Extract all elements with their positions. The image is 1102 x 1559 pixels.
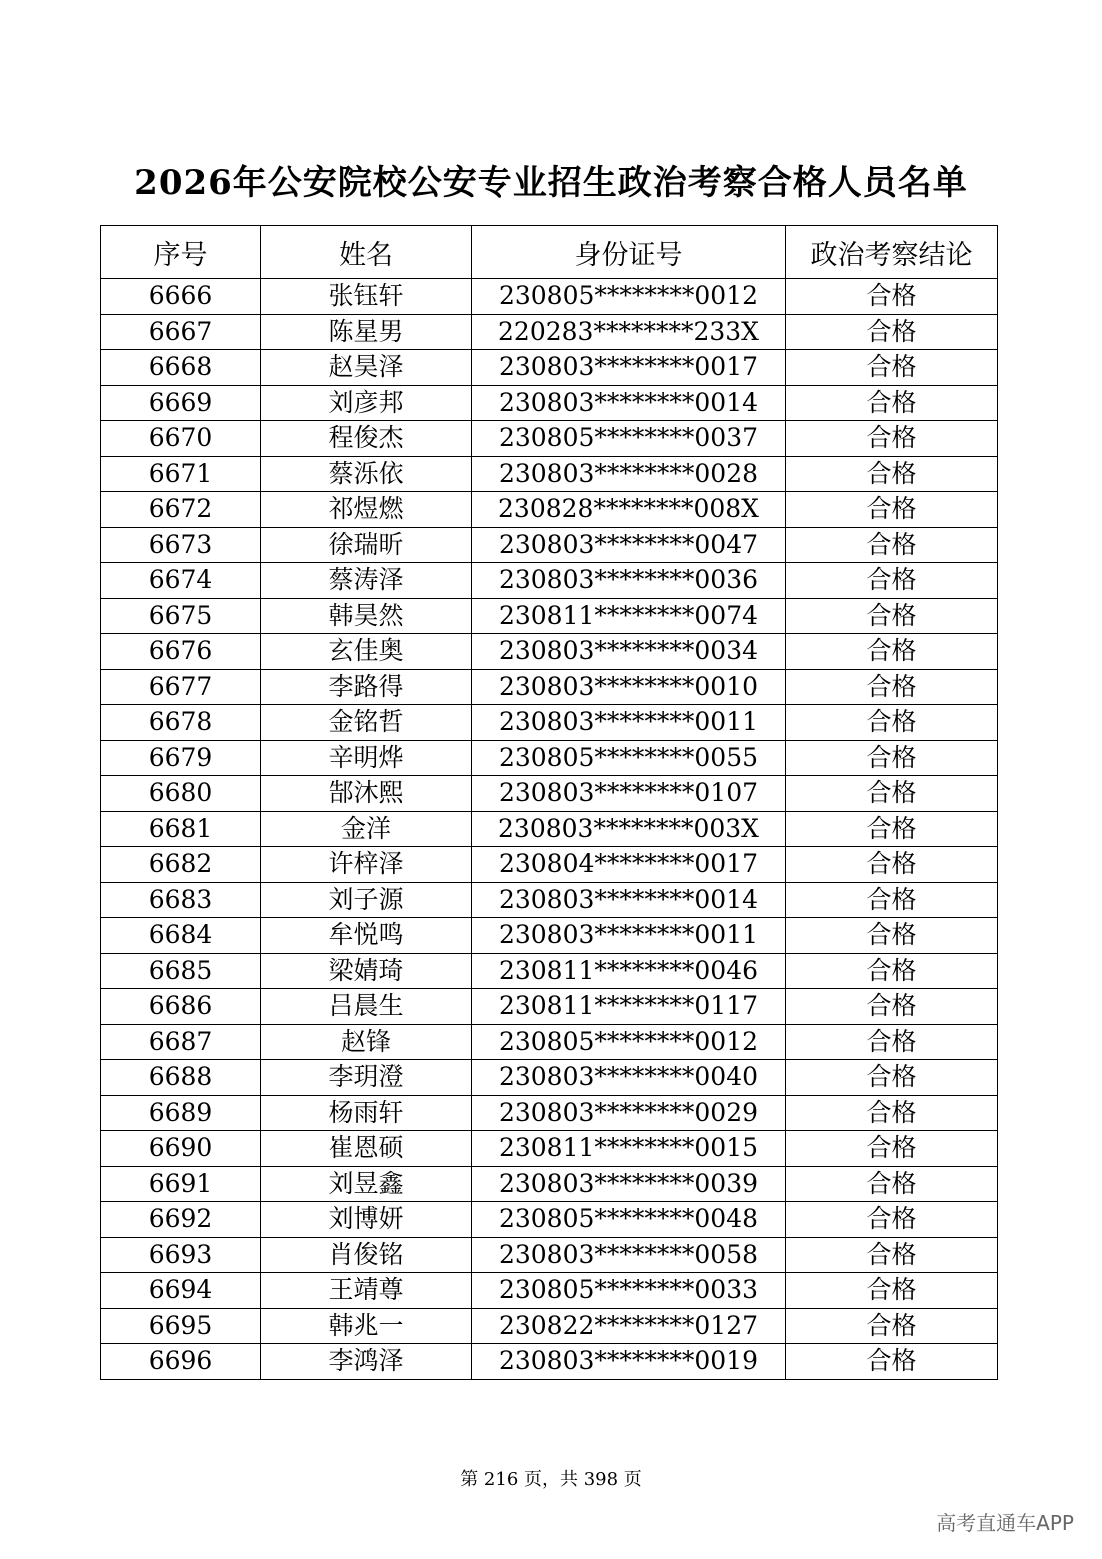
cell-conclusion: 合格 — [786, 634, 998, 670]
table-row — [101, 1060, 998, 1096]
cell-index: 6692 — [101, 1202, 261, 1238]
table-row — [101, 740, 998, 776]
cell-conclusion: 合格 — [786, 882, 998, 918]
cell-conclusion: 合格 — [786, 1060, 998, 1096]
cell-index: 6666 — [101, 279, 261, 315]
cell-name: 辛明烨 — [261, 740, 472, 776]
table-row — [101, 1095, 998, 1131]
table-row — [101, 350, 998, 386]
cell-id-number: 230803********0040 — [472, 1060, 786, 1096]
cell-name: 赵锋 — [261, 1024, 472, 1060]
cell-conclusion: 合格 — [786, 776, 998, 812]
cell-id-number: 230803********003X — [472, 811, 786, 847]
cell-id-number: 230805********0033 — [472, 1273, 786, 1309]
cell-conclusion: 合格 — [786, 598, 998, 634]
page-footer: 第 216 页，共 398 页 — [460, 1469, 642, 1490]
header-id-number: 身份证号 — [472, 226, 786, 279]
table-row — [101, 527, 998, 563]
cell-id-number: 230803********0014 — [472, 385, 786, 421]
cell-name: 肖俊铭 — [261, 1237, 472, 1273]
cell-index: 6674 — [101, 563, 261, 599]
table-row — [101, 385, 998, 421]
cell-id-number: 230811********0117 — [472, 989, 786, 1025]
cell-conclusion: 合格 — [786, 1024, 998, 1060]
cell-index: 6691 — [101, 1166, 261, 1202]
table-body — [101, 279, 998, 1380]
cell-name: 赵昊泽 — [261, 350, 472, 386]
cell-id-number: 230803********0014 — [472, 882, 786, 918]
cell-id-number: 220283********233X — [472, 314, 786, 350]
header-conclusion: 政治考察结论 — [786, 226, 998, 279]
cell-name: 蔡泺依 — [261, 456, 472, 492]
cell-id-number: 230828********008X — [472, 492, 786, 528]
cell-conclusion: 合格 — [786, 989, 998, 1025]
cell-index: 6672 — [101, 492, 261, 528]
cell-conclusion: 合格 — [786, 953, 998, 989]
cell-id-number: 230803********0034 — [472, 634, 786, 670]
cell-index: 6669 — [101, 385, 261, 421]
cell-index: 6667 — [101, 314, 261, 350]
cell-index: 6689 — [101, 1095, 261, 1131]
cell-conclusion: 合格 — [786, 847, 998, 883]
cell-conclusion: 合格 — [786, 314, 998, 350]
table-row — [101, 1273, 998, 1309]
cell-conclusion: 合格 — [786, 492, 998, 528]
cell-conclusion: 合格 — [786, 811, 998, 847]
cell-name: 崔恩硕 — [261, 1131, 472, 1167]
table-row — [101, 1166, 998, 1202]
watermark: 高考直通车APP — [936, 1511, 1074, 1535]
cell-id-number: 230803********0039 — [472, 1166, 786, 1202]
cell-index: 6693 — [101, 1237, 261, 1273]
cell-id-number: 230803********0017 — [472, 350, 786, 386]
table-row — [101, 1024, 998, 1060]
table-row — [101, 1237, 998, 1273]
cell-id-number: 230803********0011 — [472, 918, 786, 954]
table-row — [101, 492, 998, 528]
cell-index: 6679 — [101, 740, 261, 776]
cell-conclusion: 合格 — [786, 1308, 998, 1344]
cell-conclusion: 合格 — [786, 279, 998, 315]
table-row — [101, 811, 998, 847]
table-row — [101, 598, 998, 634]
cell-name: 梁婧琦 — [261, 953, 472, 989]
cell-index: 6668 — [101, 350, 261, 386]
cell-index: 6683 — [101, 882, 261, 918]
cell-conclusion: 合格 — [786, 1237, 998, 1273]
cell-index: 6676 — [101, 634, 261, 670]
table-row — [101, 1344, 998, 1380]
cell-index: 6682 — [101, 847, 261, 883]
table-row — [101, 1202, 998, 1238]
cell-id-number: 230803********0029 — [472, 1095, 786, 1131]
cell-conclusion: 合格 — [786, 350, 998, 386]
cell-id-number: 230803********0028 — [472, 456, 786, 492]
table-row — [101, 421, 998, 457]
cell-name: 王靖尊 — [261, 1273, 472, 1309]
cell-id-number: 230805********0037 — [472, 421, 786, 457]
table-row — [101, 1131, 998, 1167]
cell-name: 郜沐熙 — [261, 776, 472, 812]
cell-id-number: 230803********0047 — [472, 527, 786, 563]
roster-table — [100, 225, 998, 1380]
table-row — [101, 705, 998, 741]
table-row — [101, 1308, 998, 1344]
cell-index: 6678 — [101, 705, 261, 741]
cell-index: 6670 — [101, 421, 261, 457]
cell-name: 玄佳奥 — [261, 634, 472, 670]
cell-name: 牟悦鸣 — [261, 918, 472, 954]
cell-conclusion: 合格 — [786, 740, 998, 776]
table-row — [101, 847, 998, 883]
cell-name: 蔡涛泽 — [261, 563, 472, 599]
cell-name: 杨雨轩 — [261, 1095, 472, 1131]
cell-name: 张钰轩 — [261, 279, 472, 315]
cell-id-number: 230811********0015 — [472, 1131, 786, 1167]
cell-name: 祁煜燃 — [261, 492, 472, 528]
cell-name: 陈星男 — [261, 314, 472, 350]
cell-id-number: 230811********0074 — [472, 598, 786, 634]
cell-conclusion: 合格 — [786, 421, 998, 457]
cell-id-number: 230804********0017 — [472, 847, 786, 883]
cell-name: 许梓泽 — [261, 847, 472, 883]
cell-index: 6681 — [101, 811, 261, 847]
header-index: 序号 — [101, 226, 261, 279]
cell-id-number: 230803********0011 — [472, 705, 786, 741]
cell-conclusion: 合格 — [786, 1273, 998, 1309]
cell-index: 6673 — [101, 527, 261, 563]
cell-id-number: 230803********0036 — [472, 563, 786, 599]
cell-index: 6696 — [101, 1344, 261, 1380]
cell-conclusion: 合格 — [786, 1202, 998, 1238]
cell-index: 6684 — [101, 918, 261, 954]
cell-index: 6671 — [101, 456, 261, 492]
cell-id-number: 230805********0012 — [472, 279, 786, 315]
cell-id-number: 230803********0010 — [472, 669, 786, 705]
cell-conclusion: 合格 — [786, 669, 998, 705]
cell-id-number: 230803********0107 — [472, 776, 786, 812]
cell-id-number: 230805********0055 — [472, 740, 786, 776]
table-row — [101, 918, 998, 954]
cell-conclusion: 合格 — [786, 1344, 998, 1380]
cell-id-number: 230822********0127 — [472, 1308, 786, 1344]
cell-conclusion: 合格 — [786, 563, 998, 599]
cell-conclusion: 合格 — [786, 918, 998, 954]
cell-name: 李鸿泽 — [261, 1344, 472, 1380]
table-row — [101, 882, 998, 918]
table-row — [101, 953, 998, 989]
cell-id-number: 230803********0019 — [472, 1344, 786, 1380]
cell-id-number: 230805********0048 — [472, 1202, 786, 1238]
cell-conclusion: 合格 — [786, 1131, 998, 1167]
cell-name: 刘昱鑫 — [261, 1166, 472, 1202]
table-row — [101, 563, 998, 599]
table-row — [101, 456, 998, 492]
cell-index: 6685 — [101, 953, 261, 989]
table-row — [101, 669, 998, 705]
cell-id-number: 230805********0012 — [472, 1024, 786, 1060]
cell-index: 6688 — [101, 1060, 261, 1096]
table-row — [101, 989, 998, 1025]
cell-id-number: 230811********0046 — [472, 953, 786, 989]
cell-name: 刘子源 — [261, 882, 472, 918]
header-name: 姓名 — [261, 226, 472, 279]
cell-conclusion: 合格 — [786, 705, 998, 741]
table-row — [101, 776, 998, 812]
cell-name: 韩昊然 — [261, 598, 472, 634]
cell-name: 金铭哲 — [261, 705, 472, 741]
cell-conclusion: 合格 — [786, 1095, 998, 1131]
cell-name: 李玥澄 — [261, 1060, 472, 1096]
cell-name: 金洋 — [261, 811, 472, 847]
cell-name: 吕晨生 — [261, 989, 472, 1025]
cell-index: 6695 — [101, 1308, 261, 1344]
cell-index: 6694 — [101, 1273, 261, 1309]
cell-conclusion: 合格 — [786, 456, 998, 492]
cell-name: 李路得 — [261, 669, 472, 705]
cell-conclusion: 合格 — [786, 527, 998, 563]
cell-index: 6680 — [101, 776, 261, 812]
table-row — [101, 279, 998, 315]
cell-index: 6687 — [101, 1024, 261, 1060]
table-row — [101, 634, 998, 670]
cell-id-number: 230803********0058 — [472, 1237, 786, 1273]
cell-conclusion: 合格 — [786, 385, 998, 421]
cell-index: 6690 — [101, 1131, 261, 1167]
table-header-row — [101, 226, 998, 279]
page-title: 2026年公安院校公安专业招生政治考察合格人员名单 — [134, 163, 968, 203]
cell-index: 6686 — [101, 989, 261, 1025]
cell-index: 6675 — [101, 598, 261, 634]
cell-conclusion: 合格 — [786, 1166, 998, 1202]
cell-name: 刘博妍 — [261, 1202, 472, 1238]
cell-name: 徐瑞昕 — [261, 527, 472, 563]
cell-name: 韩兆一 — [261, 1308, 472, 1344]
cell-name: 程俊杰 — [261, 421, 472, 457]
table-row — [101, 314, 998, 350]
cell-name: 刘彦邦 — [261, 385, 472, 421]
cell-index: 6677 — [101, 669, 261, 705]
